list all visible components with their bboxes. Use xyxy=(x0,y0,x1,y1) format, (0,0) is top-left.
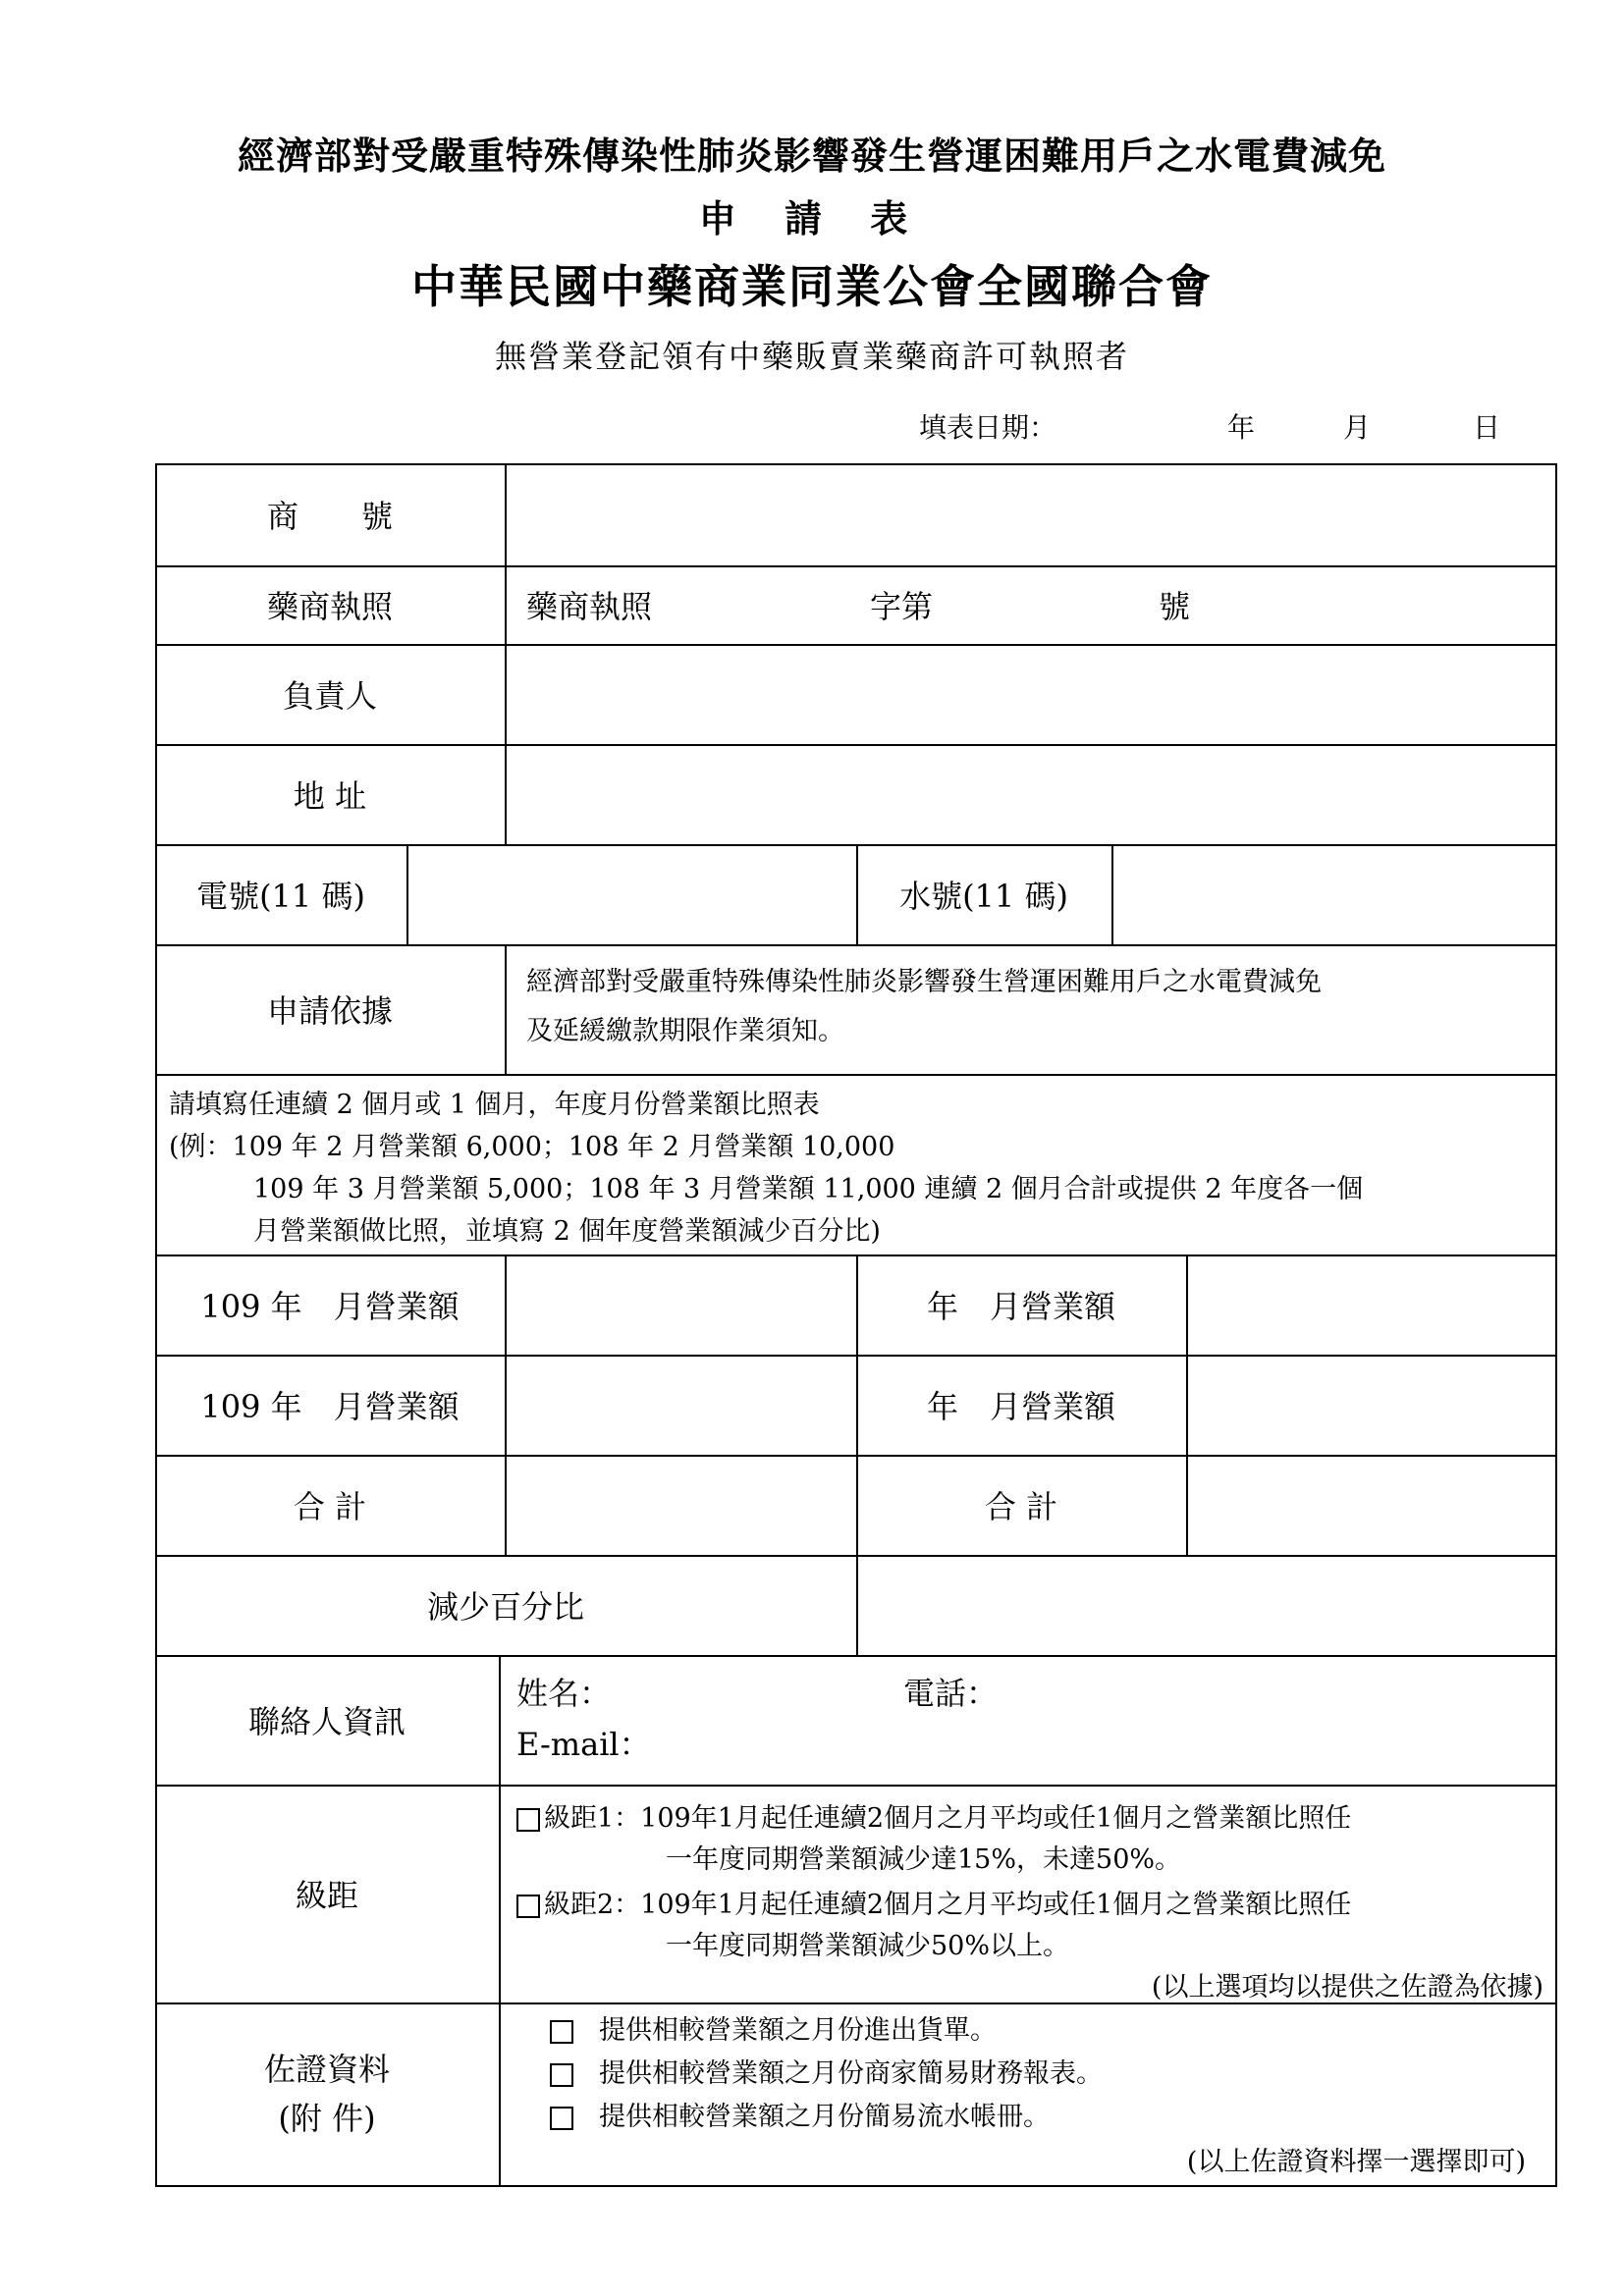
revenue-109-field-2[interactable] xyxy=(507,1357,856,1455)
total-field-1[interactable] xyxy=(507,1457,856,1555)
tier1-text-line2: 一年度同期營業額減少達15%，未達50%。 xyxy=(666,1844,1182,1875)
license-mid: 字第 xyxy=(870,588,934,625)
electric-number-label: 電號(11 碼) xyxy=(196,878,365,915)
water-number-label: 水號(11 碼) xyxy=(899,878,1068,915)
total-label-1: 合 計 xyxy=(293,1488,367,1525)
tier2-text-line2: 一年度同期營業額減少50%以上。 xyxy=(666,1931,1070,1961)
evidence-checkbox-2[interactable] xyxy=(550,2063,573,2087)
date-month-label: 月 xyxy=(1343,411,1372,444)
shop-name-label: 商 號 xyxy=(266,498,393,535)
evidence-note: (以上佐證資料擇一選擇即可) xyxy=(1186,2147,1526,2177)
date-label: 填表日期： xyxy=(919,411,1057,444)
revenue-note-line4: 月營業額做比照，並填寫 2 個年度營業額減少百分比) xyxy=(253,1216,881,1247)
basis-label: 申請依據 xyxy=(266,992,393,1030)
license-prefix: 藥商執照 xyxy=(526,588,653,625)
revenue-note-line3: 109 年 3 月營業額 5,000；108 年 3 月營業額 11,000 連續 2 個月合計或提供 2 年度各一個 xyxy=(253,1174,1364,1204)
total-field-2[interactable] xyxy=(1188,1457,1555,1555)
evidence-option-2-text: 提供相較營業額之月份商家簡易財務報表。 xyxy=(599,2058,1103,2089)
revenue-109-label-2: 109 年 月營業額 xyxy=(200,1388,460,1425)
evidence-label: 佐證資料 xyxy=(263,2051,390,2088)
contact-phone-label[interactable]: 電話： xyxy=(903,1675,999,1712)
revenue-109-label-1: 109 年 月營業額 xyxy=(200,1288,460,1325)
tier2-text-line1: 級距2：109年1月起任連續2個月之月平均或任1個月之營業額比照任 xyxy=(544,1890,1352,1920)
organization-name: 中華民國中藥商業同業公會全國聯合會 xyxy=(411,260,1213,313)
evidence-option-1-text: 提供相較營業額之月份進出貨單。 xyxy=(599,2015,997,2046)
license-label: 藥商執照 xyxy=(266,588,393,625)
tier1-option[interactable] xyxy=(516,1796,1351,1835)
water-number-field[interactable] xyxy=(1113,846,1555,944)
owner-label: 負責人 xyxy=(282,677,377,715)
tier1-text-line1: 級距1：109年1月起任連續2個月之月平均或任1個月之營業額比照任 xyxy=(544,1803,1352,1834)
evidence-option-3[interactable] xyxy=(550,2095,1050,2133)
basis-text-line2: 及延緩繳款期限作業須知。 xyxy=(526,1016,844,1046)
revenue-other-label-2: 年 月營業額 xyxy=(926,1388,1115,1425)
revenue-109-field-1[interactable] xyxy=(507,1256,856,1355)
revenue-note-line1: 請填寫任連續 2 個月或 1 個月，年度月份營業額比照表 xyxy=(169,1090,820,1120)
revenue-other-field-1[interactable] xyxy=(1188,1256,1555,1355)
tier2-option[interactable] xyxy=(516,1883,1351,1921)
revenue-other-label-1: 年 月營業額 xyxy=(926,1288,1115,1325)
contact-label: 聯絡人資訊 xyxy=(247,1703,406,1740)
application-form-table xyxy=(155,463,1557,2187)
evidence-checkbox-1[interactable] xyxy=(550,2020,573,2044)
form-subtitle: 無營業登記領有中藥販賣業藥商許可執照者 xyxy=(494,338,1129,375)
basis-text-line1: 經濟部對受嚴重特殊傳染性肺炎影響發生營運困難用戶之水電費減免 xyxy=(526,967,1322,997)
revenue-other-field-2[interactable] xyxy=(1188,1357,1555,1455)
electric-number-field[interactable] xyxy=(408,846,856,944)
total-label-2: 合 計 xyxy=(984,1488,1058,1525)
license-suffix: 號 xyxy=(1159,588,1191,625)
evidence-option-1[interactable] xyxy=(550,2008,997,2047)
address-label: 地 址 xyxy=(293,777,367,815)
tier2-checkbox[interactable] xyxy=(516,1895,540,1918)
evidence-option-3-text: 提供相較營業額之月份簡易流水帳冊。 xyxy=(599,2102,1050,2132)
evidence-sublabel: (附 件) xyxy=(278,2100,376,2137)
date-year-label: 年 xyxy=(1227,411,1256,444)
tier-label: 級距 xyxy=(295,1877,358,1914)
owner-field[interactable] xyxy=(507,646,1555,744)
decrease-percentage-field[interactable] xyxy=(858,1557,1555,1655)
address-field[interactable] xyxy=(507,746,1555,844)
contact-email-label[interactable]: E-mail： xyxy=(516,1726,651,1763)
tier-note: (以上選項均以提供之佐證為依據) xyxy=(1151,1972,1543,2002)
contact-name-label[interactable]: 姓名： xyxy=(516,1675,612,1712)
evidence-checkbox-3[interactable] xyxy=(550,2107,573,2130)
date-day-label: 日 xyxy=(1473,411,1501,444)
tier1-checkbox[interactable] xyxy=(516,1808,540,1832)
shop-name-field[interactable] xyxy=(507,465,1555,565)
form-title: 經濟部對受嚴重特殊傳染性肺炎影響發生營運困難用戶之水電費減免 xyxy=(237,133,1386,178)
decrease-percentage-label: 減少百分比 xyxy=(426,1588,584,1626)
evidence-option-2[interactable] xyxy=(550,2052,1103,2090)
revenue-note-line2: (例：109 年 2 月營業額 6,000；108 年 2 月營業額 10,000 xyxy=(169,1132,895,1162)
form-title-sub: 申 請 表 xyxy=(698,196,926,240)
